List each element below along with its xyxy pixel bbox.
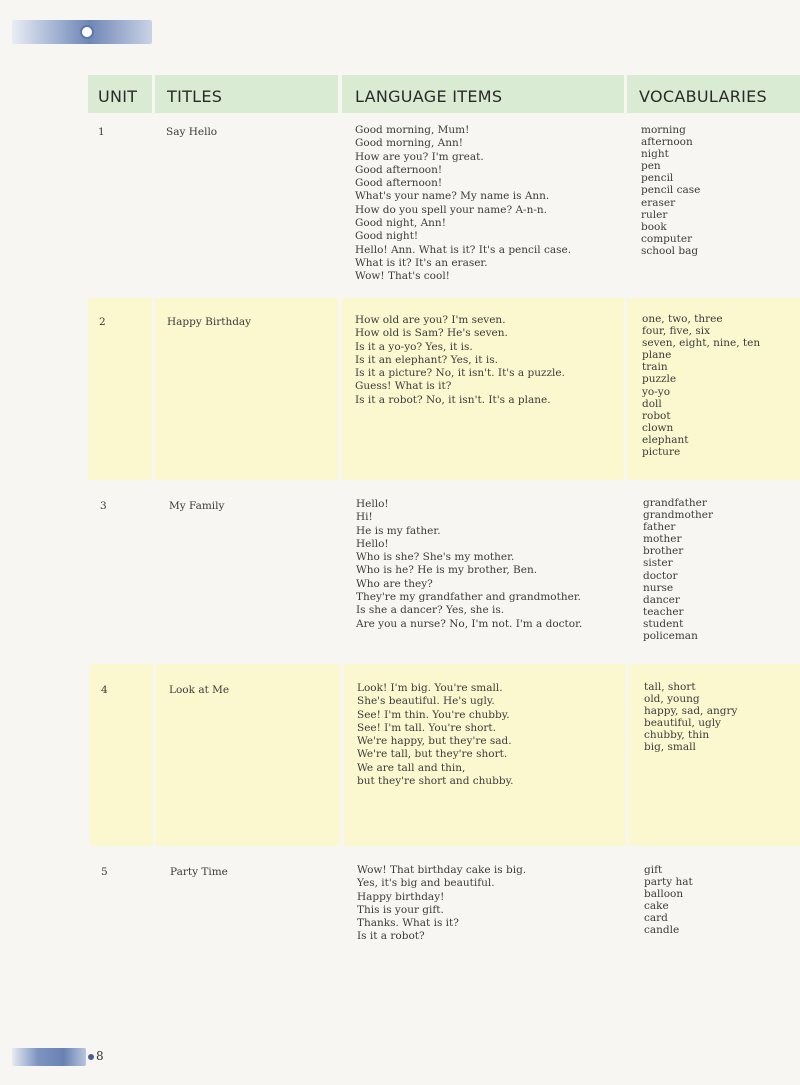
language-line: Good night, Ann! [355,217,446,230]
vocab-item: pencil case [641,184,701,197]
unit-title: Party Time [170,866,228,878]
language-line: Look! I'm big. You're small. [357,682,503,694]
vocab-item: chubby, thin [644,729,710,742]
language-line: Wow! That's cool! [355,270,450,283]
vocab-item: candle [644,924,680,937]
language-line: They're my grandfather and grandmother. [356,591,582,604]
language-items [357,864,526,944]
vocab-item: clown [642,421,674,434]
vocab-item: pen [641,160,661,173]
table-header [0,75,800,113]
vocab-item: student [643,617,684,630]
vocabulary-list [644,864,693,937]
vocab-item: eraser [641,196,676,209]
language-line: How old are you? I'm seven. [355,314,506,326]
vocab-item: doll [642,397,662,410]
vocab-item: tall, short [644,681,696,693]
unit-number: 1 [98,126,105,138]
unit-row-1 [0,120,800,298]
language-line: Is it a yo-yo? Yes, it is. [355,340,473,353]
footer-decoration-bar [12,1048,86,1066]
language-line: We're tall, but they're short. [357,748,508,761]
vocab-item: elephant [642,433,689,446]
vocab-item: puzzle [642,373,677,386]
vocab-item: train [642,361,668,374]
vocab-item: brother [643,545,684,558]
vocab-item: mother [643,533,682,546]
language-line: What's your name? My name is Ann. [355,190,550,203]
vocab-item: policeman [643,630,698,643]
vocab-item: seven, eight, nine, ten [642,337,761,350]
language-items [355,314,565,407]
vocab-item: old, young [644,693,700,706]
vocab-item: robot [642,409,671,422]
language-line: See! I'm thin. You're chubby. [357,708,510,721]
header-titles: TITLES [155,75,338,113]
vocab-item: party hat [644,876,693,889]
header-vocabularies: VOCABULARIES [627,75,800,113]
language-line: Who is she? She's my mother. [356,551,515,564]
language-line: What is it? It's an eraser. [355,256,488,269]
vocabulary-list [644,681,737,754]
vocab-item: computer [641,232,693,245]
vocab-item: plane [642,349,672,362]
language-line: Good afternoon! [355,163,443,176]
vocab-item: beautiful, ugly [644,717,721,730]
unit-row-3 [0,482,800,662]
vocabulary-list [642,313,760,458]
language-items [356,498,582,631]
vocab-item: night [641,148,669,161]
vocabulary-list [643,497,713,642]
language-line: Good afternoon! [355,177,443,190]
unit-row-4 [0,664,800,846]
language-line: How old is Sam? He's seven. [355,327,508,340]
unit-title: My Family [169,500,225,512]
vocab-item: doctor [643,569,678,582]
unit-title: Look at Me [169,684,230,696]
vocab-item: four, five, six [642,325,711,338]
unit-number: 4 [101,684,108,696]
footer-decoration-dot [88,1054,94,1060]
vocab-item: balloon [644,888,684,901]
language-line: Hi! [356,511,373,524]
vocab-item: book [641,220,667,233]
language-line: Good morning, Mum! [355,124,470,136]
vocab-item: gift [644,864,663,876]
language-line: Wow! That birthday cake is big. [357,864,527,876]
vocab-item: school bag [641,244,699,257]
language-line: Happy birthday! [357,890,445,903]
unit-number: 2 [99,316,106,328]
header-unit: UNIT [88,75,152,113]
vocabulary-list [641,124,700,257]
language-line: Thanks. What is it? [357,917,459,930]
vocab-item: teacher [643,605,684,618]
language-line: Good night! [355,230,419,243]
vocab-item: morning [641,124,686,136]
language-line: Is it a picture? No, it isn't. It's a puzzle. [355,367,565,380]
vocab-item: dancer [643,593,680,606]
language-items [355,124,571,284]
vocab-item: cake [644,900,669,913]
unit-title: Happy Birthday [167,316,252,328]
header-decoration-dot [80,25,94,39]
page-number: 8 [96,1049,104,1063]
language-line: He is my father. [356,524,441,537]
vocab-item: card [644,912,668,925]
language-line: Hello! [356,498,389,510]
language-line: Good morning, Ann! [355,137,463,150]
vocab-item: big, small [644,741,696,754]
vocab-item: grandfather [643,497,707,509]
language-line: Is it a robot? No, it isn't. It's a plane. [355,393,551,406]
language-line: We're happy, but they're sad. [357,735,512,748]
vocab-item: ruler [641,208,668,221]
unit-number: 5 [101,866,108,878]
language-line: This is your gift. [357,903,444,916]
vocab-item: pencil [641,172,674,185]
language-line: How are you? I'm great. [355,150,484,163]
unit-number: 3 [100,500,107,512]
language-line: Who are they? [356,577,433,590]
vocab-item: afternoon [641,136,693,149]
vocab-item: nurse [643,581,674,594]
vocab-item: picture [642,446,681,459]
language-items [357,682,513,788]
vocab-item: father [643,521,676,534]
language-line: Hello! Ann. What is it? It's a pencil case. [355,243,572,256]
unit-row-5 [0,848,800,968]
language-line: Are you a nurse? No, I'm not. I'm a doctor. [356,617,583,630]
language-line: Hello! [356,537,389,550]
language-line: Guess! What is it? [355,380,452,393]
vocab-item: one, two, three [642,313,723,325]
vocab-item: grandmother [643,509,713,522]
language-line: but they're short and chubby. [357,775,514,788]
vocab-item: happy, sad, angry [644,705,738,718]
language-line: We are tall and thin, [357,761,466,774]
language-line: Who is he? He is my brother, Ben. [356,564,538,577]
language-line: See! I'm tall. You're short. [357,721,496,734]
language-line: Is she a dancer? Yes, she is. [356,604,505,617]
language-line: Yes, it's big and beautiful. [357,877,495,890]
vocab-item: sister [643,557,673,570]
language-line: She's beautiful. He's ugly. [357,695,495,708]
unit-row-2 [0,298,800,480]
language-line: Is it an elephant? Yes, it is. [355,353,498,366]
vocab-item: yo-yo [642,385,671,398]
unit-title: Say Hello [166,126,218,138]
language-line: Is it a robot? [357,930,425,943]
header-language-items: LANGUAGE ITEMS [342,75,624,113]
unit-cell-bg [90,664,153,846]
unit-cell-bg [88,298,152,480]
language-line: How do you spell your name? A-n-n. [355,203,547,216]
